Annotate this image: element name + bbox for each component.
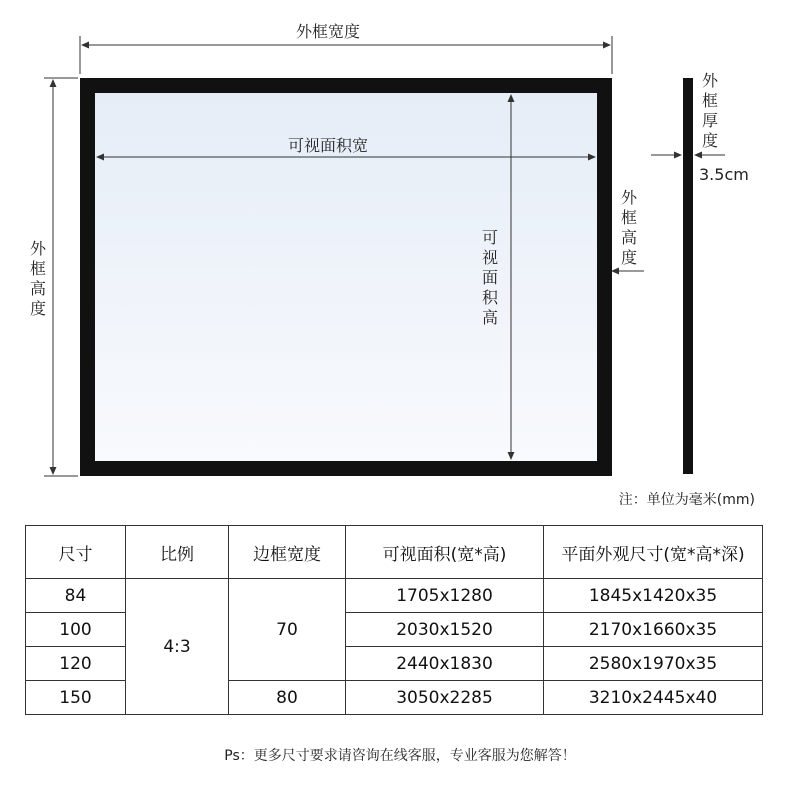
viewable-width-label: 可视面积宽 — [288, 136, 369, 155]
size-cell: 100 — [26, 613, 126, 647]
unit-note: 注：单位为毫米(mm) — [618, 492, 755, 508]
table-header-row — [26, 526, 763, 579]
ratio-cell: 4:3 — [126, 579, 229, 715]
header-ratio: 比例 — [126, 526, 229, 579]
frame-thickness-bar — [683, 78, 693, 474]
viewable-cell: 3050x2285 — [346, 681, 544, 715]
outer-width-label: 外框宽度 — [296, 22, 361, 41]
spec-table — [25, 525, 763, 715]
size-cell: 84 — [26, 579, 126, 613]
table-row — [26, 579, 763, 613]
frame-thickness-value: 3.5cm — [699, 165, 749, 184]
frame-thickness-label: 外框厚度 — [701, 71, 718, 150]
header-viewable-area: 可视面积(宽*高) — [346, 526, 544, 579]
viewable-height-label: 可视面积高 — [481, 228, 498, 327]
viewable-cell: 2440x1830 — [346, 647, 544, 681]
size-cell: 120 — [26, 647, 126, 681]
outer-cell: 2580x1970x35 — [544, 647, 763, 681]
frame-width-label: 外框高度 — [620, 188, 637, 267]
outer-cell: 2170x1660x35 — [544, 613, 763, 647]
header-outer-dimensions: 平面外观尺寸(宽*高*深) — [544, 526, 763, 579]
outer-cell: 3210x2445x40 — [544, 681, 763, 715]
header-size: 尺寸 — [26, 526, 126, 579]
header-border-width: 边框宽度 — [229, 526, 346, 579]
border-width-cell: 80 — [229, 681, 346, 715]
footer-note: Ps：更多尺寸要求请咨询在线客服，专业客服为您解答！ — [224, 748, 576, 764]
outer-height-label: 外框高度 — [29, 239, 46, 318]
viewable-cell: 1705x1280 — [346, 579, 544, 613]
outer-cell: 1845x1420x35 — [544, 579, 763, 613]
viewable-cell: 2030x1520 — [346, 613, 544, 647]
size-cell: 150 — [26, 681, 126, 715]
border-width-cell: 70 — [229, 579, 346, 681]
outer-height-dimension — [44, 78, 78, 476]
